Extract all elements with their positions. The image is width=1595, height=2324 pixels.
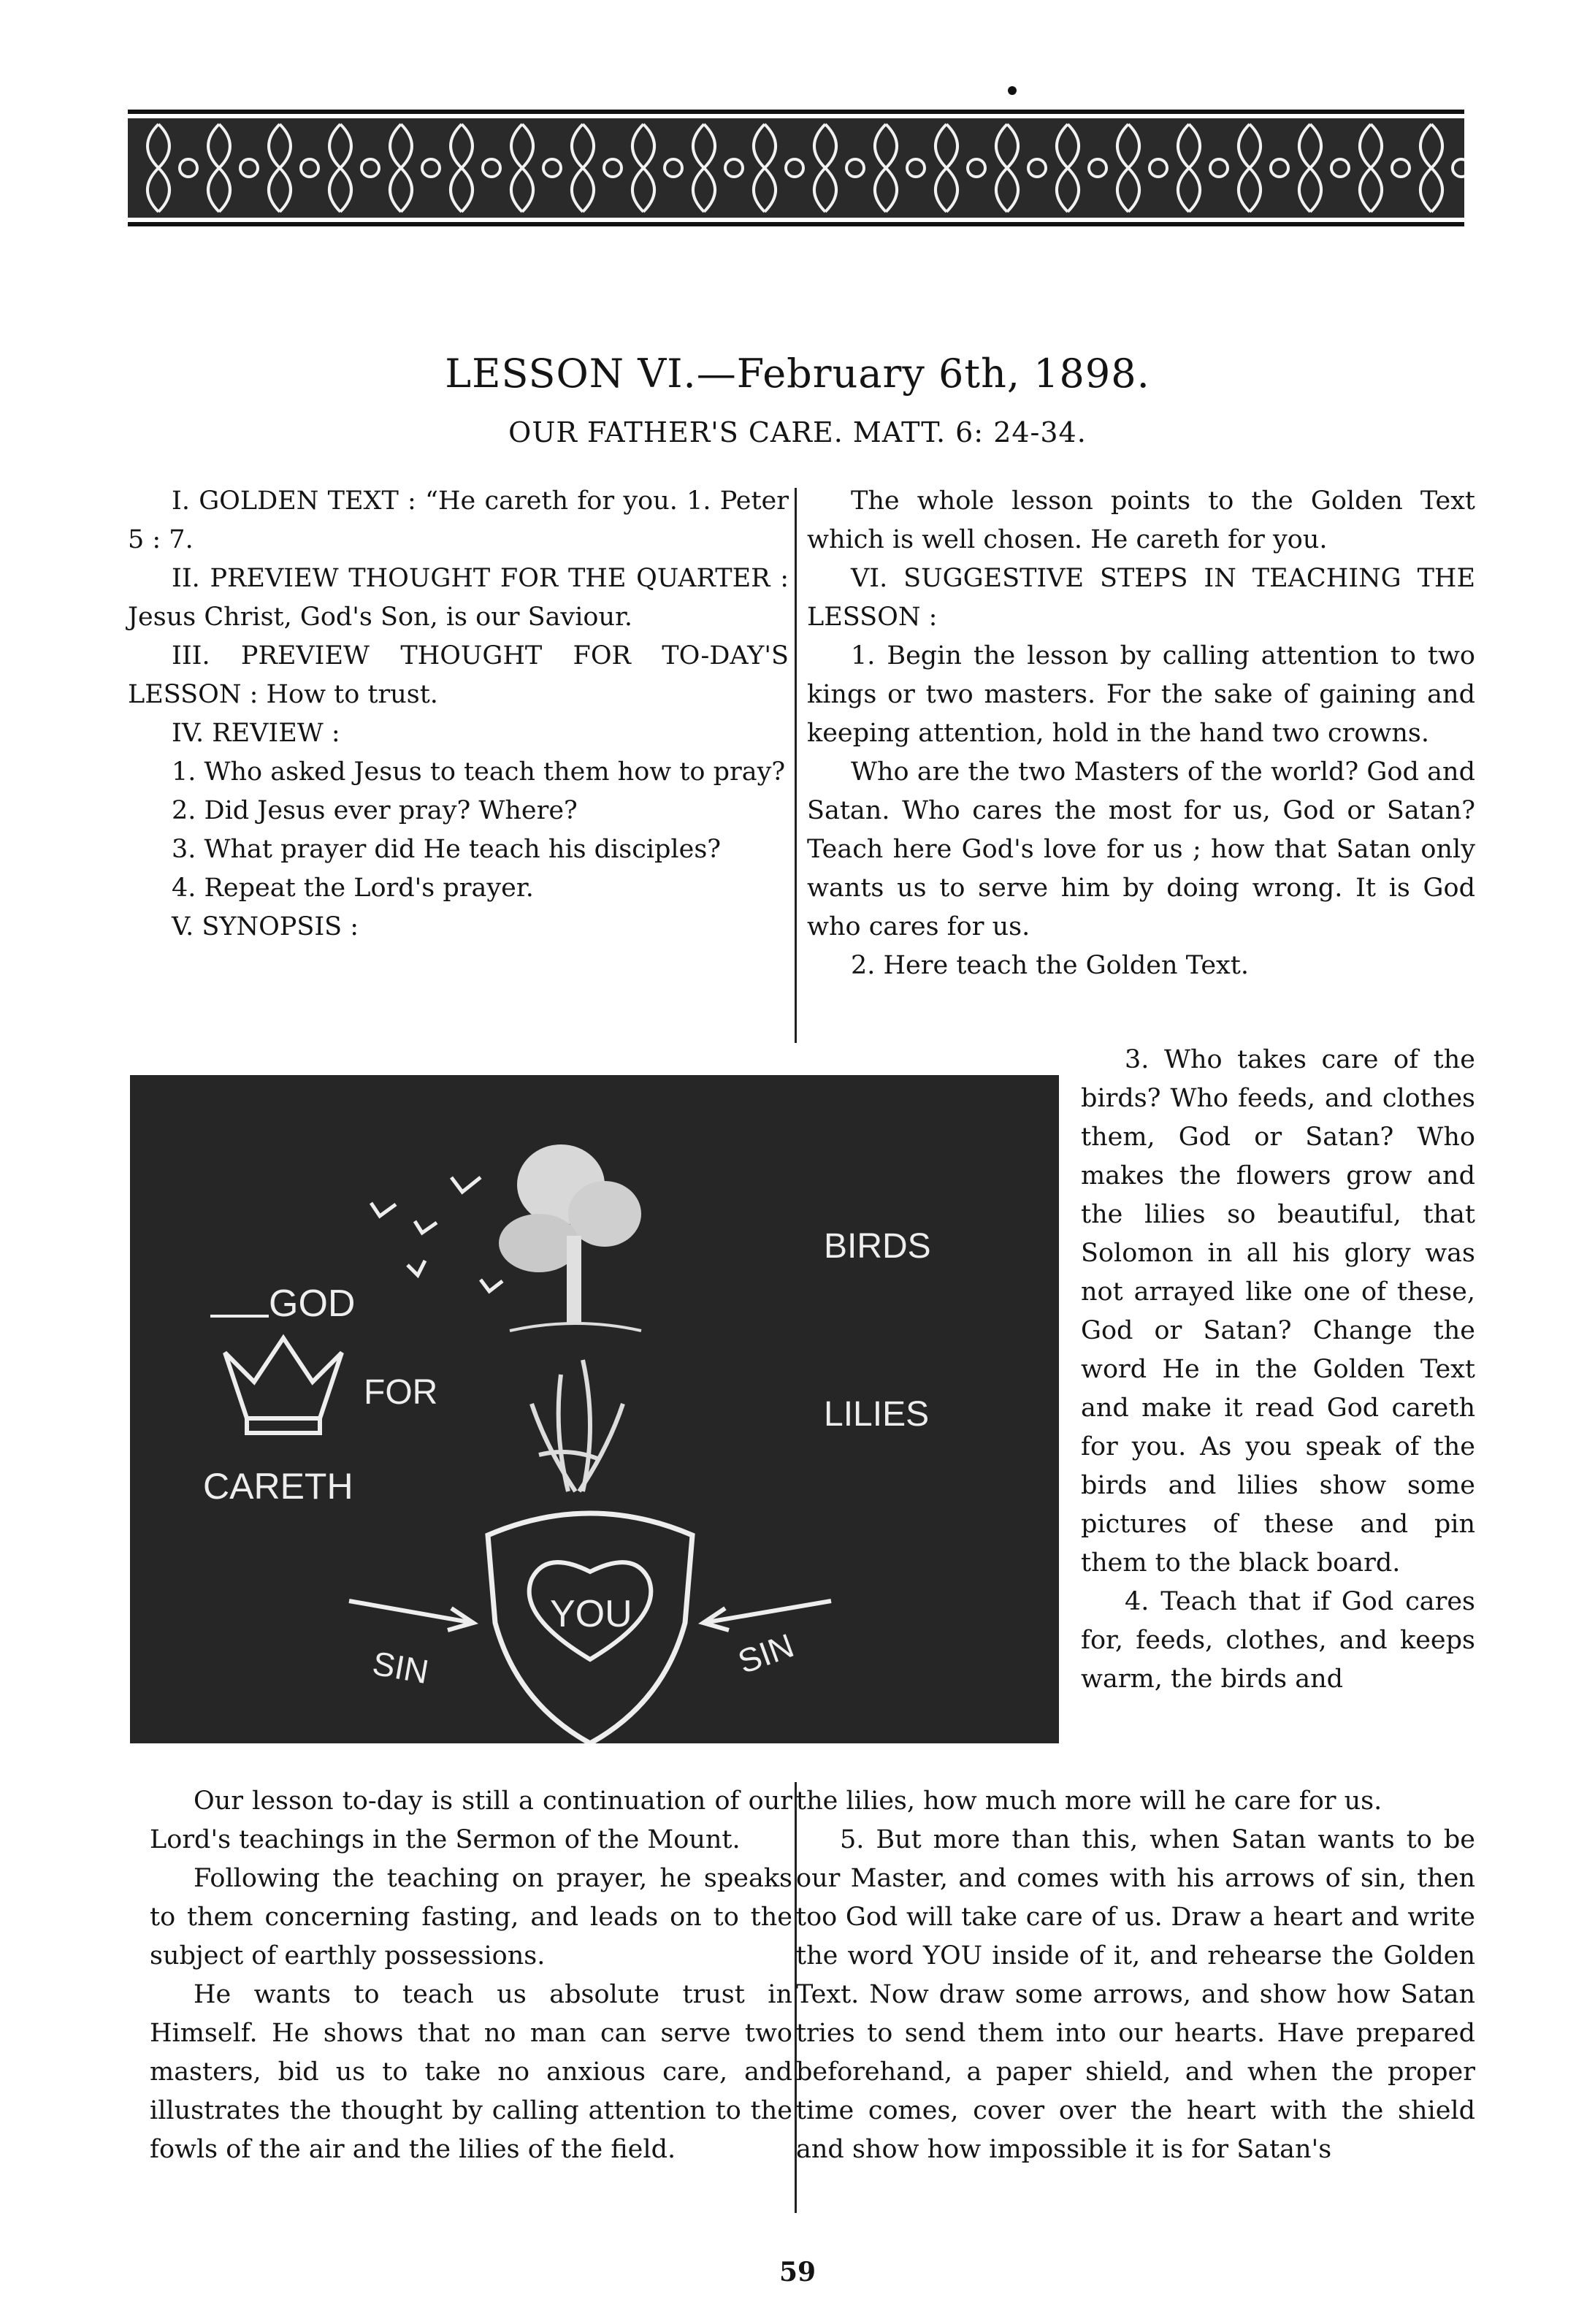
god-label: GOD (269, 1283, 356, 1325)
fasting-paragraph: Following the teaching on prayer, he speaks to them concerning fasting, and leads on to the subject of earthly possessions. (150, 1864, 792, 1971)
sin-right-label: SIN (733, 1626, 799, 1681)
lesson-subtitle: OUR FATHER'S CARE. MATT. 6: 24-34. (508, 416, 1087, 448)
ornamental-header-band (128, 110, 1464, 226)
birds-label: BIRDS (824, 1227, 931, 1266)
continuation-paragraph: Our lesson to-day is still a continuation of our Lord's teachings in the Sermon of the Mount. (150, 1786, 792, 1854)
column-divider-top (795, 488, 797, 1043)
lesson-points: The whole lesson points to the Golden Text which is well chosen. He careth for you. (807, 486, 1475, 554)
you-label: YOU (550, 1593, 632, 1635)
printer-mark (1008, 86, 1017, 95)
steps-heading: VI. SUGGESTIVE STEPS IN TEACHING THE LESSON : (807, 564, 1475, 632)
review-heading: IV. REVIEW : (172, 719, 340, 748)
preview-today: III. PREVIEW THOUGHT FOR TO-DAY'S LESSON : How to trust. (128, 641, 789, 709)
trust-paragraph: He wants to teach us absolute trust in Himself. He shows that no man can serve two masters, bid us to take no anxious care, and illustrates the thought by calling attention to the fowls of the air and the lilies of the field. (150, 1980, 792, 2164)
step-4: 4. Teach that if God cares for, feeds, clothes, and keeps warm, the birds and (1081, 1587, 1475, 1694)
left-bottom-column (150, 1782, 792, 2169)
sin-left-label: SIN (370, 1643, 432, 1692)
lesson-title: LESSON VI.—February 6th, 1898. (445, 351, 1150, 397)
synopsis-heading: V. SYNOPSIS : (172, 912, 359, 941)
two-masters: Who are the two Masters of the world? God and Satan. Who cares the most for us, God or Satan? Teach here God's love for us ; how that Satan only wants us to serve him by doing wrong. It is God who cares for us. (807, 757, 1475, 941)
right-bottom-column (796, 1782, 1475, 2169)
right-top-column (807, 482, 1475, 985)
review-q3: 3. What prayer did He teach his disciples? (172, 835, 722, 864)
lilies-continuation: the lilies, how much more will he care for us. (796, 1786, 1382, 1816)
left-top-column (128, 482, 789, 947)
step-3: 3. Who takes care of the birds? Who feeds, and clothes them, God or Satan? Who makes the flowers grow and the lilies so beautiful, that Solomon in all his glory was not arrayed like one of these, God or Satan? Change the word He in the Golden Text and make it read God careth for you. As you speak of the birds and lilies show some pictures of these and pin them to the black board. (1081, 1045, 1475, 1578)
golden-text: I. GOLDEN TEXT : “He careth for you. 1. Peter 5 : 7. (128, 486, 789, 554)
careth-label: CARETH (203, 1466, 353, 1507)
blackboard-illustration (130, 1075, 1059, 1743)
step-1: 1. Begin the lesson by calling attention to two kings or two masters. For the sake of gaining and keeping attention, hold in the hand two crowns. (807, 641, 1475, 748)
review-q4: 4. Repeat the Lord's prayer. (172, 874, 534, 903)
right-wrap-column (1081, 1041, 1475, 1699)
review-q1: 1. Who asked Jesus to teach them how to pray? (172, 757, 786, 787)
page-number: 59 (779, 2257, 816, 2287)
preview-quarter: II. PREVIEW THOUGHT FOR THE QUARTER : Jesus Christ, God's Son, is our Saviour. (128, 564, 789, 632)
step-2: 2. Here teach the Golden Text. (851, 951, 1249, 980)
step-5: 5. But more than this, when Satan wants to be our Master, and comes with his arrows of sin, then too God will take care of us. Draw a heart and write the word YOU inside of it, and rehearse the Golden Text. Now draw some arrows, and show how Satan tries to send them into our hearts. Have prepared beforehand, a paper shield, and when the proper time comes, cover over the heart with the shield and show how impossible it is for Satan's (796, 1825, 1475, 2164)
lilies-label: LILIES (824, 1395, 930, 1434)
for-label: FOR (364, 1373, 438, 1412)
review-q2: 2. Did Jesus ever pray? Where? (172, 796, 578, 825)
